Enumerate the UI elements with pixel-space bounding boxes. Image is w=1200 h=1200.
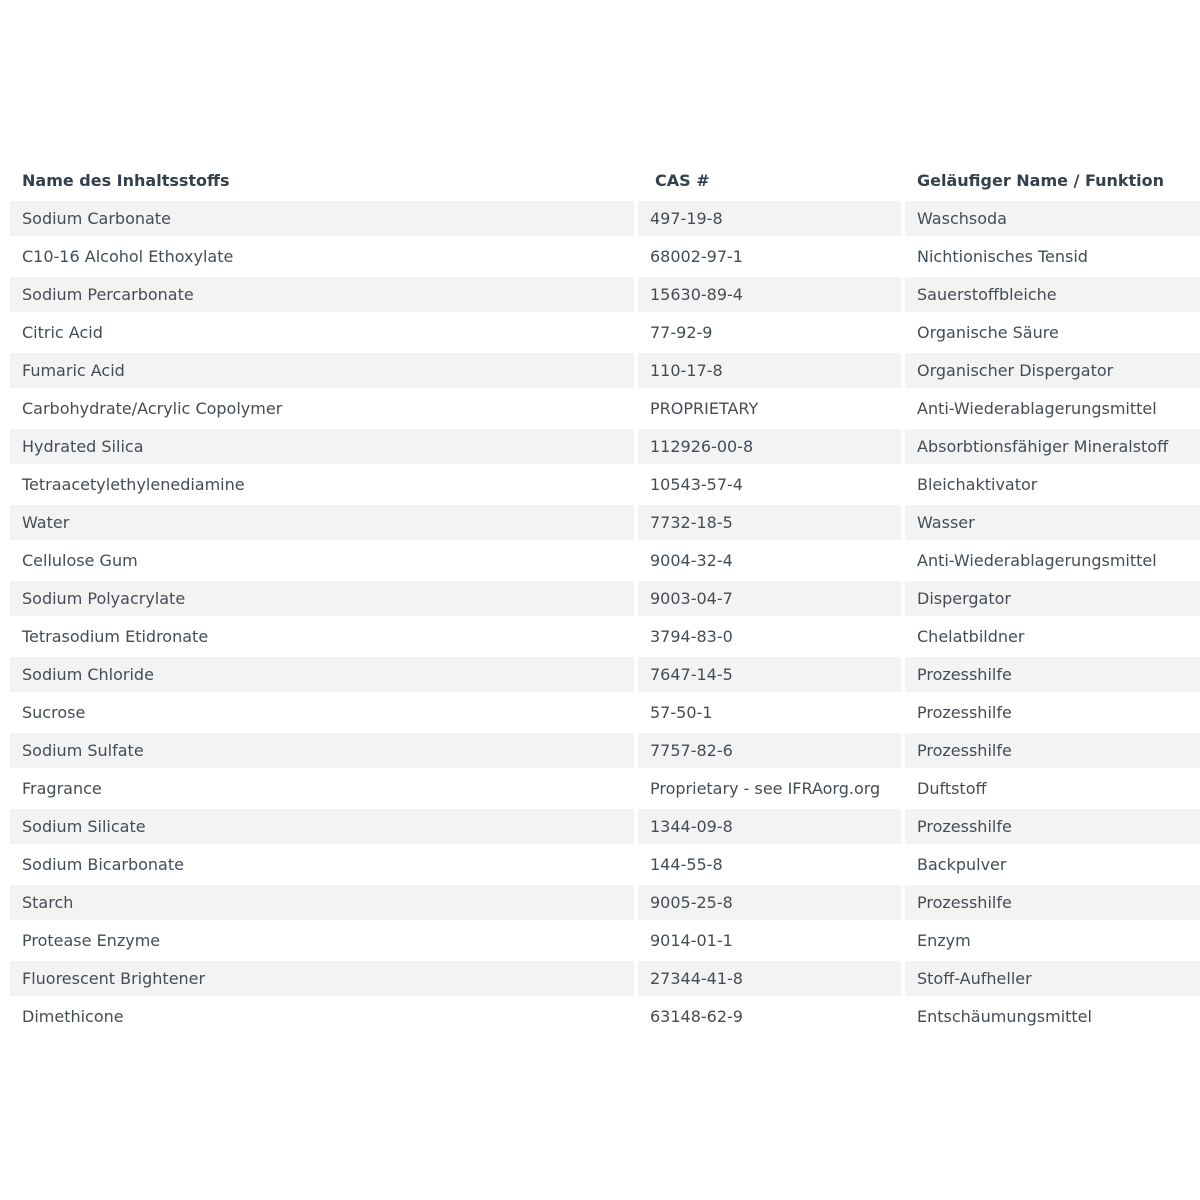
function-cell: Anti-Wiederablagerungsmittel [905,543,1200,578]
header-cas-number: CAS # [655,171,710,190]
ingredient-name-cell: Citric Acid [10,315,634,350]
cas-number-cell: 9005-25-8 [638,885,901,920]
function-cell: Prozesshilfe [905,809,1200,844]
cas-number-cell: 63148-62-9 [638,999,901,1034]
cas-number-cell: 7647-14-5 [638,657,901,692]
ingredient-name-cell: Protease Enzyme [10,923,634,958]
cas-number-cell: 110-17-8 [638,353,901,388]
table-row [10,695,1200,730]
ingredient-name-cell: Sodium Bicarbonate [10,847,634,882]
cas-number-cell: 57-50-1 [638,695,901,730]
table-row [10,961,1200,996]
function-cell: Backpulver [905,847,1200,882]
cas-number-cell: 27344-41-8 [638,961,901,996]
function-cell: Wasser [905,505,1200,540]
ingredient-name-cell: Sodium Carbonate [10,201,634,236]
ingredient-name-cell: Tetrasodium Etidronate [10,619,634,654]
table-row [10,999,1200,1034]
ingredient-name-cell: Fumaric Acid [10,353,634,388]
ingredient-name-cell: Carbohydrate/Acrylic Copolymer [10,391,634,426]
table-row [10,505,1200,540]
table-row [10,581,1200,616]
cas-number-cell: 497-19-8 [638,201,901,236]
table-row [10,771,1200,806]
table-row [10,353,1200,388]
function-cell: Dispergator [905,581,1200,616]
ingredients-table [6,160,1200,1037]
function-cell: Nichtionisches Tensid [905,239,1200,274]
function-cell: Prozesshilfe [905,657,1200,692]
function-cell: Entschäumungsmittel [905,999,1200,1034]
ingredient-name-cell: C10-16 Alcohol Ethoxylate [10,239,634,274]
ingredient-name-cell: Fluorescent Brightener [10,961,634,996]
ingredient-name-cell: Sodium Chloride [10,657,634,692]
table-row [10,885,1200,920]
cas-number-cell: 15630-89-4 [638,277,901,312]
table-row [10,733,1200,768]
function-cell: Duftstoff [905,771,1200,806]
table-row [10,657,1200,692]
ingredient-name-cell: Starch [10,885,634,920]
cas-number-cell: Proprietary - see IFRAorg.org [638,771,901,806]
table-body [10,201,1200,1034]
function-cell: Organischer Dispergator [905,353,1200,388]
function-cell: Chelatbildner [905,619,1200,654]
table-row [10,429,1200,464]
ingredient-name-cell: Sucrose [10,695,634,730]
cas-number-cell: PROPRIETARY [638,391,901,426]
ingredient-name-cell: Dimethicone [10,999,634,1034]
function-cell: Sauerstoffbleiche [905,277,1200,312]
cas-number-cell: 1344-09-8 [638,809,901,844]
table-header [10,163,1200,198]
cas-number-cell: 77-92-9 [638,315,901,350]
header-common-name-function: Geläufiger Name / Funktion [917,171,1165,190]
function-cell: Prozesshilfe [905,733,1200,768]
cas-number-cell: 68002-97-1 [638,239,901,274]
table-row [10,543,1200,578]
function-cell: Prozesshilfe [905,885,1200,920]
function-cell: Organische Säure [905,315,1200,350]
cas-number-cell: 3794-83-0 [638,619,901,654]
cas-number-cell: 9004-32-4 [638,543,901,578]
table-row [10,315,1200,350]
table-row [10,809,1200,844]
function-cell: Enzym [905,923,1200,958]
cas-number-cell: 7732-18-5 [638,505,901,540]
ingredient-name-cell: Cellulose Gum [10,543,634,578]
table-row [10,923,1200,958]
ingredient-name-cell: Fragrance [10,771,634,806]
table-row [10,847,1200,882]
header-row [10,163,1200,198]
function-cell: Anti-Wiederablagerungsmittel [905,391,1200,426]
cas-number-cell: 112926-00-8 [638,429,901,464]
function-cell: Prozesshilfe [905,695,1200,730]
function-cell: Waschsoda [905,201,1200,236]
cas-number-cell: 9003-04-7 [638,581,901,616]
ingredient-name-cell: Sodium Sulfate [10,733,634,768]
table-row [10,239,1200,274]
table-row [10,467,1200,502]
ingredient-name-cell: Water [10,505,634,540]
cas-number-cell: 7757-82-6 [638,733,901,768]
cas-number-cell: 144-55-8 [638,847,901,882]
header-ingredient-name: Name des Inhaltsstoffs [22,171,230,190]
ingredient-name-cell: Sodium Percarbonate [10,277,634,312]
cas-number-cell: 9014-01-1 [638,923,901,958]
ingredient-name-cell: Tetraacetylethylenediamine [10,467,634,502]
table-row [10,391,1200,426]
function-cell: Absorbtionsfähiger Mineralstoff [905,429,1200,464]
table-row [10,619,1200,654]
function-cell: Stoff-Aufheller [905,961,1200,996]
table-row [10,277,1200,312]
function-cell: Bleichaktivator [905,467,1200,502]
table-row [10,201,1200,236]
ingredient-name-cell: Sodium Silicate [10,809,634,844]
ingredient-name-cell: Hydrated Silica [10,429,634,464]
ingredient-name-cell: Sodium Polyacrylate [10,581,634,616]
cas-number-cell: 10543-57-4 [638,467,901,502]
